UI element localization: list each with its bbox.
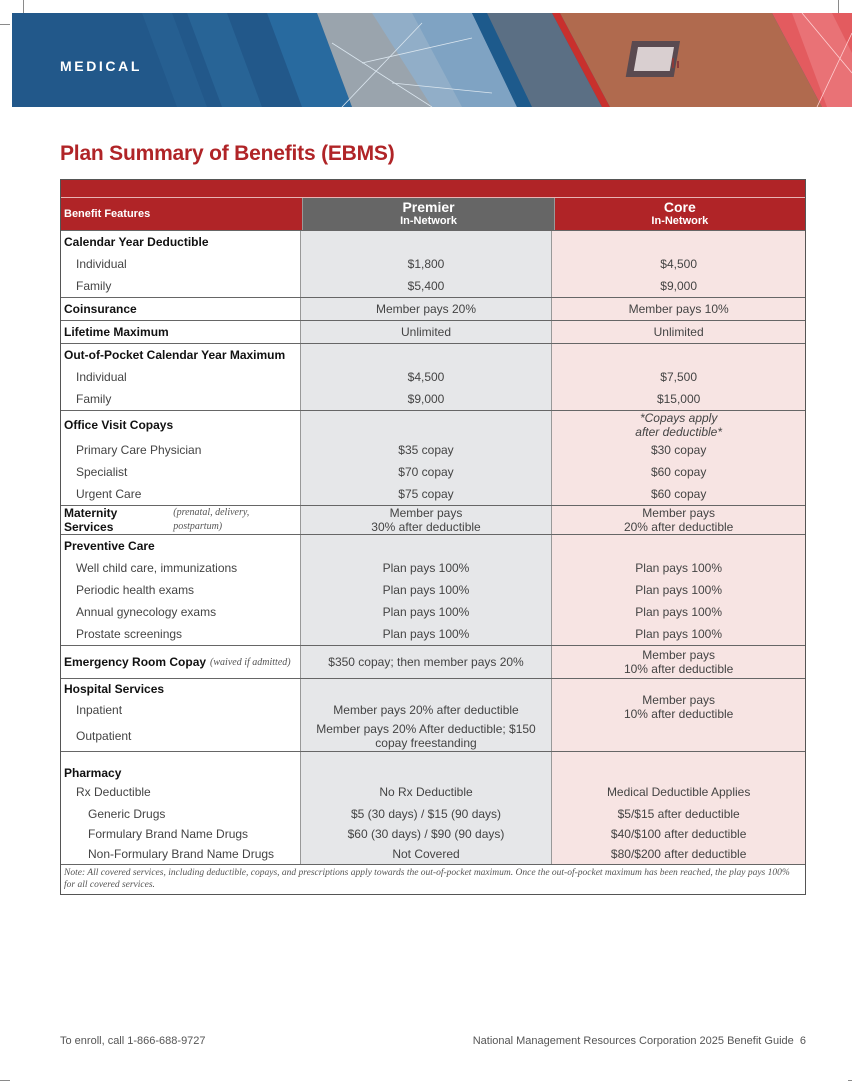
section-title: Pharmacy	[64, 766, 122, 780]
premier-value: $4,500	[407, 370, 445, 384]
crop-mark	[0, 24, 10, 25]
premier-value: $35 copay	[398, 443, 454, 457]
value-line: 10% after deductible	[623, 707, 734, 721]
core-value: $9,000	[660, 279, 697, 293]
premier-value: Plan pays 100%	[382, 605, 470, 619]
section-title: Hospital Services	[64, 682, 165, 696]
core-value: $40/$100 after deductible	[610, 827, 747, 841]
premier-value: Member pays 20% after deductible	[333, 703, 519, 717]
premier-value	[301, 506, 552, 534]
header-premier	[303, 198, 554, 230]
table-header	[61, 198, 805, 230]
row-label: Outpatient	[76, 729, 132, 743]
section-out-of-pocket-maximum	[61, 343, 805, 410]
value-line: Member pays	[642, 693, 715, 707]
section-hospital-services	[61, 678, 805, 751]
row-label: Generic Drugs	[88, 807, 166, 821]
header-core	[555, 198, 805, 230]
crop-mark	[0, 1080, 10, 1081]
core-value	[552, 693, 805, 721]
core-value: Member pays 10%	[628, 302, 729, 316]
value-line: Member pays 20% After deductible; $150	[316, 722, 536, 736]
benefits-table	[60, 179, 806, 895]
section-pharmacy	[61, 751, 805, 864]
core-network: In-Network	[651, 215, 709, 227]
row-label: Well child care, immunizations	[76, 561, 238, 575]
section-coinsurance	[61, 297, 805, 320]
crop-mark	[23, 0, 24, 14]
header-benefit-features: Benefit Features	[61, 198, 303, 230]
core-plan-name: Core	[663, 199, 696, 215]
core-value: Plan pays 100%	[635, 583, 723, 597]
row-label: Primary Care Physician	[76, 443, 202, 457]
core-value: Unlimited	[653, 325, 704, 339]
core-value: $5/$15 after deductible	[617, 807, 740, 821]
table-top-bar	[61, 180, 805, 198]
section-qualifier: (waived if admitted)	[210, 656, 291, 668]
core-note-line: after deductible*	[635, 425, 723, 439]
premier-value: $60 (30 days) / $90 (90 days)	[347, 827, 505, 841]
header-banner	[12, 13, 852, 107]
premier-value	[301, 721, 552, 751]
crop-mark	[848, 1080, 852, 1081]
section-qualifier: (prenatal, delivery, postpartum)	[173, 507, 250, 532]
premier-value: Plan pays 100%	[382, 561, 470, 575]
core-value: $60 copay	[650, 465, 707, 479]
core-value: $7,500	[660, 370, 697, 384]
section-title: Coinsurance	[64, 302, 137, 316]
row-label: Specialist	[76, 465, 128, 479]
premier-value: $75 copay	[398, 487, 454, 501]
core-note-line: *Copays apply	[639, 411, 718, 425]
core-value: $4,500	[660, 257, 697, 271]
core-value: $30 copay	[650, 443, 707, 457]
value-line: 10% after deductible	[623, 662, 734, 676]
value-line: Member pays	[642, 506, 715, 520]
row-label: Inpatient	[76, 703, 123, 717]
premier-plan-name: Premier	[402, 199, 455, 215]
row-label: Prostate screenings	[76, 627, 183, 641]
premier-value: $5 (30 days) / $15 (90 days)	[350, 807, 502, 821]
section-title: Office Visit Copays	[64, 418, 174, 432]
section-title	[61, 646, 300, 678]
premier-value: $9,000	[407, 392, 445, 406]
premier-value: $70 copay	[398, 465, 454, 479]
section-calendar-year-deductible	[61, 230, 805, 297]
page-title: Plan Summary of Benefits (EBMS)	[60, 142, 395, 165]
value-line: 30% after deductible	[371, 520, 481, 534]
core-value	[552, 506, 805, 534]
core-value	[552, 646, 805, 678]
value-line: copay freestanding	[375, 736, 477, 750]
core-value: $80/$200 after deductible	[610, 847, 747, 861]
footer-guide-text: National Management Resources Corporation 2025 Benefit Guide	[472, 1035, 794, 1047]
core-value: Plan pays 100%	[635, 561, 723, 575]
crop-mark	[838, 0, 839, 14]
row-label: Individual	[76, 257, 127, 271]
core-value: $15,000	[656, 392, 701, 406]
page-number: 6	[799, 1035, 806, 1047]
section-title: Out-of-Pocket Calendar Year Maximum	[64, 348, 286, 362]
core-copay-note	[552, 411, 805, 439]
core-value: Plan pays 100%	[635, 627, 723, 641]
section-preventive-care	[61, 534, 805, 645]
premier-value: $5,400	[407, 279, 445, 293]
premier-value: $350 copay; then member pays 20%	[328, 655, 524, 669]
core-value: Medical Deductible Applies	[606, 785, 751, 799]
row-label: Individual	[76, 370, 127, 384]
section-title: Preventive Care	[64, 539, 155, 553]
row-label: Family	[76, 279, 112, 293]
premier-value: Unlimited	[400, 325, 451, 339]
section-title: Calendar Year Deductible	[64, 235, 209, 249]
value-line: Member pays	[642, 648, 715, 662]
core-value: Plan pays 100%	[635, 605, 723, 619]
premier-value: No Rx Deductible	[379, 785, 473, 799]
value-line: 20% after deductible	[623, 520, 734, 534]
premier-value: $1,800	[407, 257, 445, 271]
row-label: Annual gynecology exams	[76, 605, 217, 619]
row-label: Family	[76, 392, 112, 406]
row-label: Urgent Care	[76, 487, 142, 501]
section-title: Lifetime Maximum	[64, 325, 169, 339]
section-office-visit-copays	[61, 410, 805, 505]
row-label: Periodic health exams	[76, 583, 195, 597]
footer-enroll: To enroll, call 1-866-688-9727	[60, 1035, 206, 1047]
row-label: Non-Formulary Brand Name Drugs	[88, 847, 275, 861]
section-lifetime-maximum	[61, 320, 805, 343]
section-emergency-room	[61, 645, 805, 678]
section-title-text: Emergency Room Copay	[64, 655, 207, 669]
section-maternity-services	[61, 505, 805, 534]
premier-network: In-Network	[400, 215, 457, 227]
row-label: Formulary Brand Name Drugs	[88, 827, 249, 841]
value-line: Member pays	[389, 506, 463, 520]
section-title-text: Maternity Services	[64, 506, 118, 534]
premier-value: Plan pays 100%	[382, 627, 470, 641]
premier-value: Member pays 20%	[375, 302, 477, 316]
core-value: $60 copay	[650, 487, 707, 501]
section-title	[61, 506, 300, 534]
row-label: Rx Deductible	[76, 785, 151, 799]
footer-guide	[473, 1035, 806, 1047]
premier-value: Plan pays 100%	[382, 583, 470, 597]
section-label: MEDICAL	[60, 58, 142, 74]
premier-value: Not Covered	[392, 847, 460, 861]
table-note: Note: All covered services, including deductible, copays, and prescriptions apply towards the out-of-pocket maximum. Once the out-of-pocket maximum has been reached, the play pays 100% for all covered services.	[61, 864, 805, 894]
